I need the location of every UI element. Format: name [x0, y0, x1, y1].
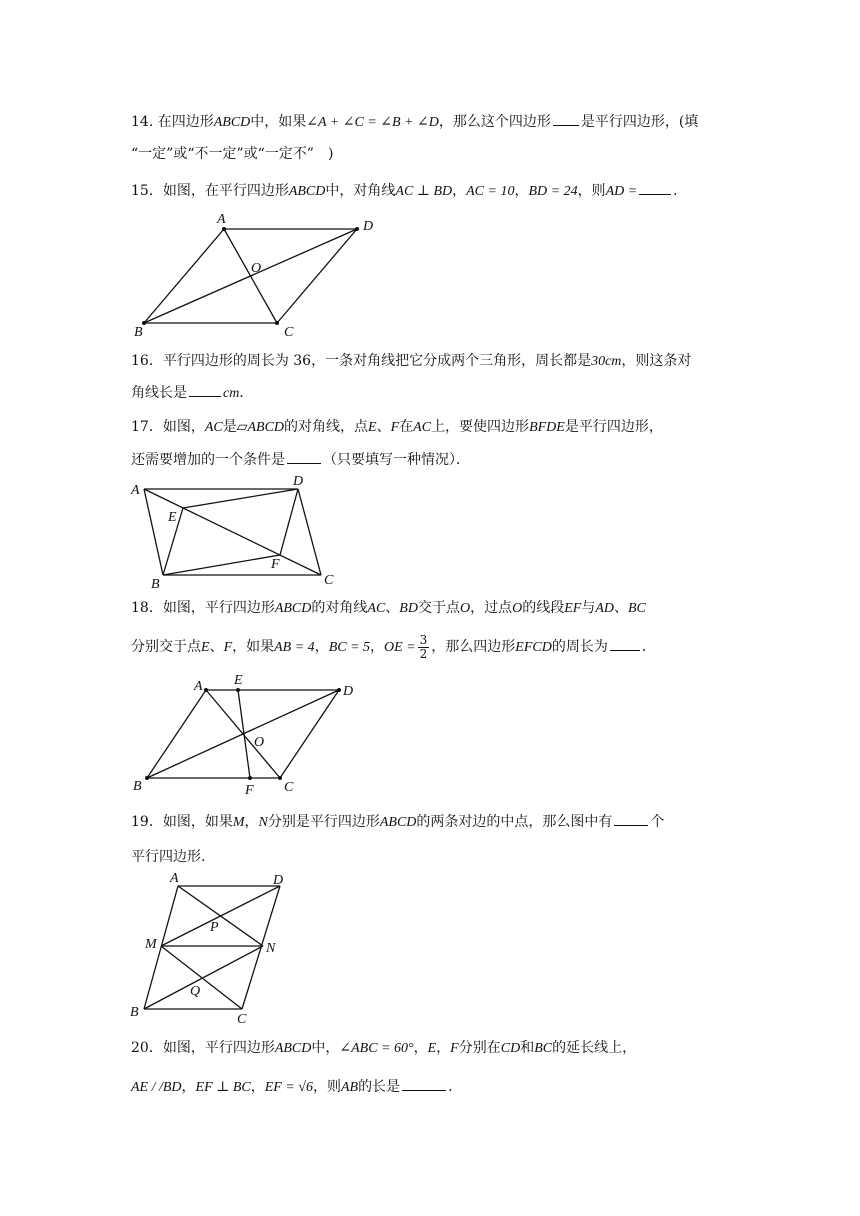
edge-dc-q17 [298, 489, 321, 575]
question-19-line-2: 平行四边形. [131, 849, 206, 865]
label-c: C [284, 325, 294, 340]
question-17-line-1: 17．如图，AC是▱ABCD的对角线，点E、F在AC上，要使四边形BFDE是平行四边形， [131, 419, 663, 435]
question-16-line-2: 角线长是 cm． [131, 385, 254, 401]
point-a [222, 227, 226, 231]
segment-ef-q18 [238, 690, 250, 778]
question-15-line-1: 15．如图，在平行四边形ABCD中，对角线AC ⊥ BD，AC = 10，BD = 24，则AD = ． [131, 183, 688, 199]
label-a-q18: A [194, 679, 203, 694]
question-number: 14. [131, 114, 154, 130]
label-n-q19: N [266, 941, 276, 956]
label-d-q18: D [343, 684, 354, 699]
label-d-q19: D [273, 873, 284, 888]
question-number: 15． [131, 183, 163, 199]
question-number: 16． [131, 353, 163, 369]
label-m-q19: M [145, 937, 157, 952]
answer-blank[interactable] [287, 450, 321, 464]
question-20-line-1: 20．如图，平行四边形ABCD中，∠ABC = 60°，E，F分别在CD和BC的延长线上， [131, 1040, 637, 1056]
point-c [275, 321, 279, 325]
answer-blank[interactable] [610, 637, 640, 651]
label-b-q18: B [133, 779, 142, 794]
label-o: O [251, 261, 262, 276]
segment-fb [163, 555, 280, 575]
answer-blank[interactable] [402, 1077, 446, 1091]
edge-ba [144, 229, 224, 323]
label-a-q19: A [170, 871, 179, 886]
label-c-q18: C [284, 780, 294, 795]
edge-dc [277, 229, 357, 323]
question-number: 18． [131, 600, 163, 616]
question-18-line-2: 分别交于点E、F，如果AB = 4，BC = 5，OE = $\frac{3}{2}$ ，那么四边形EFCD的周长为 ． [131, 632, 656, 661]
question-18-line-1: 18．如图，平行四边形ABCD的对角线AC、BD交于点O，过点O的线段EF与AD、BC [131, 600, 646, 616]
diagonal-bd [144, 229, 357, 323]
question-20-line-2: AE / /BD，EF ⊥ BC，EF = √6，则AB的长是 ． [131, 1079, 463, 1095]
fraction-oe: $\frac{3}{2}$ [419, 632, 428, 661]
label-e-q18: E [234, 673, 243, 688]
label-p-q19: P [210, 920, 219, 935]
question-16-line-1: 16．平行四边形的周长为 36，一条对角线把它分成两个三角形，周长都是30cm，则这条对 [131, 353, 692, 369]
question-17-line-2: 还需要增加的一个条件是 （只要填写一种情况）． [131, 452, 470, 468]
label-d: D [363, 219, 374, 234]
label-f-q17: F [271, 557, 280, 572]
answer-blank[interactable] [189, 383, 221, 397]
question-number: 20． [131, 1040, 163, 1056]
label-f-q18: F [245, 783, 254, 798]
point-b [142, 321, 146, 325]
answer-blank[interactable] [614, 812, 648, 826]
question-19-line-1: 19．如图，如果M，N分别是平行四边形ABCD的两条对边的中点，那么图中有 个 [131, 814, 665, 830]
label-e-q17: E [168, 510, 177, 525]
label-b: B [134, 325, 143, 340]
question-14-line-1: 14. 在四边形ABCD中，如果∠A + ∠C = ∠B + ∠D，那么这个四边形 是平行四边形，(填 [131, 114, 699, 130]
question-14-line-2: “一定”或“不一定”或“一定不” ) [131, 146, 334, 162]
question-number: 19． [131, 814, 163, 830]
label-a-q17: A [131, 483, 140, 498]
segment-ed [183, 489, 298, 508]
point-d [355, 227, 359, 231]
label-c-q17: C [324, 573, 334, 588]
label-q-q19: Q [190, 984, 201, 999]
label-d-q17: D [293, 474, 304, 489]
segment-md [161, 886, 280, 946]
label-a: A [217, 212, 226, 227]
segment-fd [280, 489, 298, 555]
label-c-q19: C [237, 1012, 247, 1027]
label-o-q18: O [254, 735, 265, 750]
question-number: 17． [131, 419, 163, 435]
edge-ba-q17 [144, 489, 163, 575]
label-b-q17: B [151, 577, 160, 592]
label-b-q19: B [130, 1005, 139, 1020]
segment-mc [161, 946, 242, 1009]
